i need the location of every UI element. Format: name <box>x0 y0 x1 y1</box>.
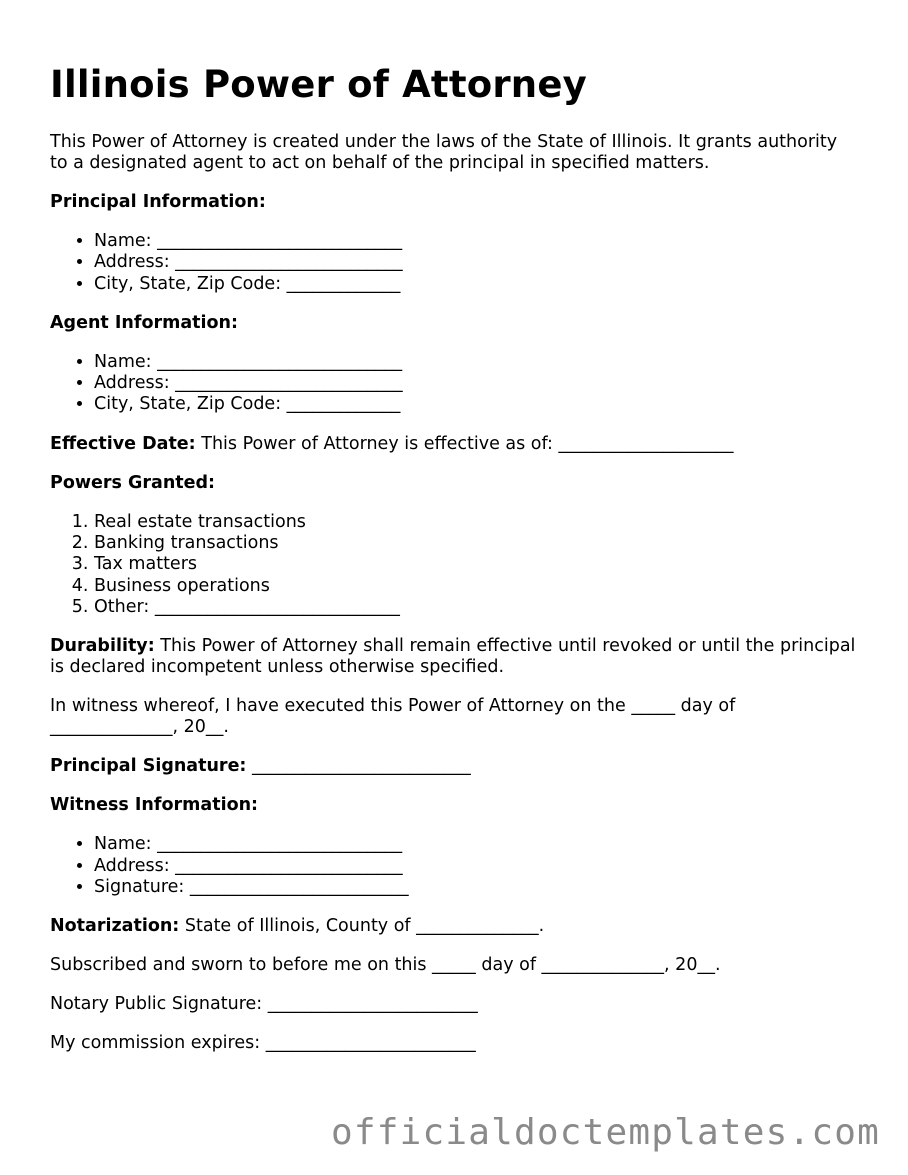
notarization-label: Notarization: <box>50 916 180 937</box>
document-page <box>50 60 860 1072</box>
effective-date-text: This Power of Attorney is effective as of: ____________________ <box>195 433 734 454</box>
effective-date-label: Effective Date: <box>50 433 196 454</box>
witness-name-field: • Name: ____________________________ <box>94 834 860 855</box>
principal-list <box>50 231 860 295</box>
agent-list <box>50 352 860 416</box>
effective-date-paragraph <box>50 434 860 455</box>
agent-heading: Agent Information: <box>50 312 238 333</box>
document-title: Illinois Power of Attorney <box>50 63 587 106</box>
principal-name-field: • Name: ____________________________ <box>94 231 860 252</box>
principal-signature-line <box>50 756 860 777</box>
durability-paragraph <box>50 636 860 678</box>
power-item: 1. Real estate transactions <box>94 512 860 533</box>
durability-text: This Power of Attorney shall remain effective until revoked or until the principal is declared incompetent unless otherwise specified. <box>50 636 856 678</box>
principal-city-field: • City, State, Zip Code: _____________ <box>94 274 860 295</box>
commission-expires-line: My commission expires: ________________________ <box>50 1033 476 1054</box>
powers-heading: Powers Granted: <box>50 472 216 493</box>
principal-address-field: • Address: __________________________ <box>94 252 860 273</box>
notarization-text: State of Illinois, County of ______________. <box>179 916 545 937</box>
power-item-other: 5. Other: ____________________________ <box>94 597 860 618</box>
agent-city-field: • City, State, Zip Code: _____________ <box>94 394 860 415</box>
principal-signature-blank: _________________________ <box>246 756 471 777</box>
agent-name-field: • Name: ____________________________ <box>94 352 860 373</box>
sworn-statement: Subscribed and sworn to before me on this _____ day of ______________, 20__. <box>50 955 721 976</box>
intro-paragraph: This Power of Attorney is created under the laws of the State of Illinois. It grants authority to a designated agent to act on behalf of the principal in specified matters. <box>50 132 838 173</box>
witness-heading: Witness Information: <box>50 795 259 816</box>
power-item: 2. Banking transactions <box>94 533 860 554</box>
principal-signature-label: Principal Signature: <box>50 756 247 777</box>
power-item: 3. Tax matters <box>94 554 860 575</box>
notary-signature-line: Notary Public Signature: ________________________ <box>50 994 478 1015</box>
witness-list <box>50 834 860 898</box>
notarization-paragraph <box>50 916 860 937</box>
powers-list <box>50 512 860 618</box>
power-item: 4. Business operations <box>94 576 860 597</box>
principal-heading: Principal Information: <box>50 192 266 212</box>
agent-address-field: • Address: __________________________ <box>94 373 860 394</box>
durability-label: Durability: <box>50 636 155 657</box>
witness-signature-field: • Signature: _________________________ <box>94 877 860 898</box>
witness-statement: In witness whereof, I have executed this Power of Attorney on the _____ day of ______________, 20__. <box>50 696 736 738</box>
watermark: officialdoctemplates.com <box>331 1112 880 1153</box>
witness-address-field: • Address: __________________________ <box>94 856 860 877</box>
